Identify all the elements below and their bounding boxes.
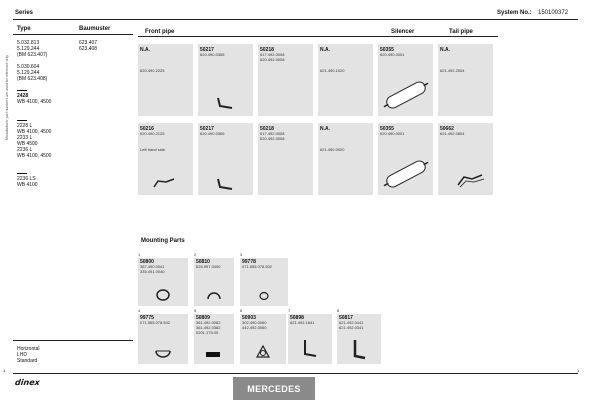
type-block-4: 2228 L WB 4100, 4500 2233 L WB 4500 2236 L WB 4100, 4500 bbox=[17, 123, 52, 159]
mounting-part[interactable]: 5 50809 361.492.0082 361.492.0382 0201.175.00 bbox=[194, 308, 234, 364]
footer-rule bbox=[13, 340, 133, 341]
series-label: Series bbox=[15, 10, 34, 16]
clamp-icon bbox=[206, 289, 222, 301]
front-pipe-icon bbox=[152, 177, 176, 189]
part-card[interactable]: N.A. 621.492.2504 bbox=[438, 44, 493, 116]
page-number-right: 1 bbox=[577, 368, 580, 373]
side-note: Manufacturer part numbers are used for reference only bbox=[5, 54, 9, 140]
mounting-title: Mounting Parts bbox=[141, 238, 185, 244]
system-no: 150100372 bbox=[538, 10, 569, 16]
truck-icon bbox=[17, 86, 27, 91]
page-number-left: 1 bbox=[3, 368, 6, 373]
truck-icon bbox=[17, 169, 27, 174]
col-baumuster: Baumuster bbox=[79, 26, 111, 32]
system-no-label: System No.: bbox=[497, 10, 532, 16]
front-pipe-icon bbox=[216, 96, 236, 110]
col-front-pipe: Front pipe bbox=[145, 29, 175, 35]
type-rule bbox=[13, 34, 133, 35]
truck-icon bbox=[17, 116, 27, 121]
flange-icon bbox=[256, 345, 270, 359]
part-card[interactable]: N.A. 621.490.1020 bbox=[318, 44, 373, 116]
mounting-part[interactable]: 7 50898 621.492.1841 bbox=[288, 308, 332, 364]
mounting-part[interactable]: 6 50903 302.490.0060 442.492.0060 bbox=[240, 308, 286, 364]
part-card[interactable]: 50355 620.490.0001 bbox=[378, 123, 433, 195]
brand-bar bbox=[233, 377, 315, 400]
parts-rule bbox=[138, 36, 498, 37]
tail-pipe-icon bbox=[456, 173, 486, 189]
gasket-icon bbox=[206, 352, 220, 357]
col-silencer: Silencer bbox=[391, 29, 415, 35]
nut-icon bbox=[258, 291, 270, 301]
silencer-icon bbox=[381, 157, 431, 191]
clamp-icon bbox=[154, 347, 172, 359]
header-rule bbox=[13, 19, 578, 20]
footer-info: Horizontal LHD Standard bbox=[17, 346, 40, 364]
bottom-rule bbox=[13, 373, 578, 374]
part-card[interactable]: 50355 620.490.0001 bbox=[378, 44, 433, 116]
clamp-icon bbox=[155, 289, 171, 301]
part-card[interactable]: N.A. 621.490.0920 bbox=[318, 123, 373, 195]
part-card[interactable]: 50217 620.490.0365 bbox=[198, 44, 253, 116]
bracket-icon bbox=[351, 338, 367, 360]
silencer-icon bbox=[381, 78, 431, 112]
mounting-part[interactable]: 2 50810 625.997.0490 bbox=[194, 252, 234, 306]
part-card[interactable]: 50217 620.490.0365 bbox=[198, 123, 253, 195]
brand-label: MERCEDES bbox=[247, 383, 301, 394]
mounting-part[interactable]: 3 99778 071.555.078.502 bbox=[240, 252, 288, 306]
type-block-2: 5.030.604 5.129.244 (BM 623.408) bbox=[17, 64, 48, 82]
bracket-icon bbox=[302, 338, 318, 358]
type-block-5: 2236 LS WB 4100 bbox=[17, 176, 38, 188]
part-card[interactable]: 50216 620.490.2125 Left hand side bbox=[138, 123, 193, 195]
baumuster-list: 623.407 623.408 bbox=[79, 40, 98, 52]
part-card[interactable]: 50218 617.492.0008 620.492.0008 bbox=[258, 123, 313, 195]
dinex-logo: dinex bbox=[14, 378, 41, 387]
type-block-1: 5.032.813 5.129.244 (BM 623.407) bbox=[17, 40, 48, 58]
mounting-part[interactable]: 1 50800 367.490.0041 335.491.0040 bbox=[138, 252, 188, 306]
part-card[interactable]: 50662 621.492.0804 bbox=[438, 123, 493, 195]
part-card[interactable]: N.A. 620.490.2225 bbox=[138, 44, 193, 116]
front-pipe-icon bbox=[216, 177, 236, 191]
mounting-part[interactable]: 4 99775 071.555.078.502 bbox=[138, 308, 188, 364]
part-card[interactable]: 50218 617.492.0008 620.492.0008 bbox=[258, 44, 313, 116]
type-block-3: 2428 WB 4100, 4500 bbox=[17, 93, 52, 105]
mounting-part[interactable]: 8 50817 621.492.0441 621.492.0341 bbox=[337, 308, 381, 364]
col-tail-pipe: Tail pipe bbox=[449, 29, 473, 35]
col-type: Type bbox=[17, 26, 31, 32]
